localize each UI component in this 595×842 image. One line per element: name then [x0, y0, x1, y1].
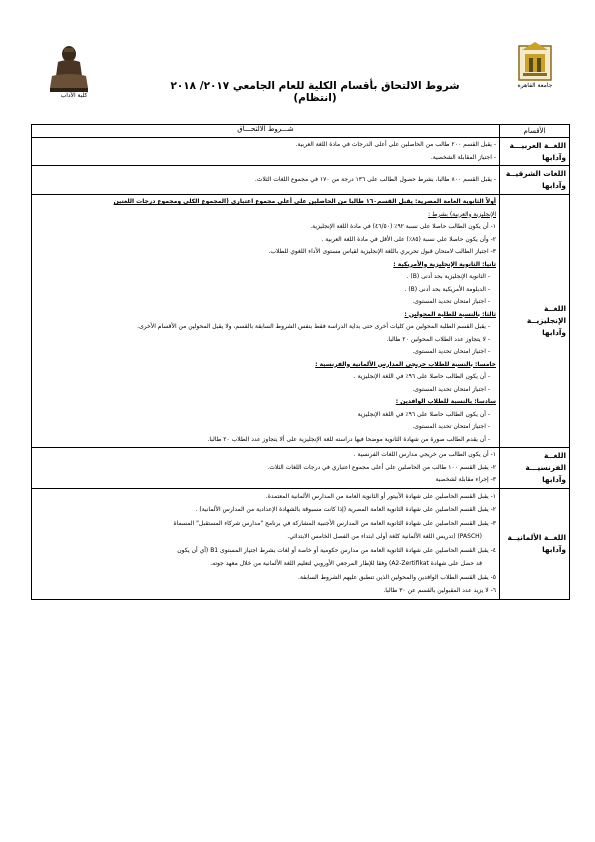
condition-line: ١- يقبل القسم الحاصلين على شهادة الأبيتور أو الثانوية العامة من المدارس الألمانية المعتمدة. — [265, 492, 496, 500]
conditions-cell-english — [32, 195, 500, 448]
document-title: شروط الالتحاق بأقسام الكلية للعام الجامعي ٢٠١٧/ ٢٠١٨ (انتظام) — [170, 80, 460, 104]
university-logo-caption: جامعة القاهرة — [517, 82, 553, 89]
header-conditions: شـــروط الالتحـــاق — [32, 125, 500, 138]
conditions-cell-oriental — [32, 166, 500, 195]
condition-line: ٢- يقبل القسم الحاصلين على شهادة الثانوية العامة المصرية (إذا كانت مسبوقة بالشهادة الإعدادية من المدارس الألمانية) . — [195, 506, 496, 513]
table-header-row — [32, 125, 570, 138]
dept-cell-french — [500, 448, 570, 489]
section-heading: ثالثا: بالنسبة للطلبة المحولين : — [404, 310, 496, 318]
condition-line: ٤- يقبل القسم الحاصلين على شهادة الثانوية العامة من مدارس حكومية أو خاصة أو لغات بشرط اجتياز المستوى B1 (أي أن يكون — [177, 546, 496, 554]
table-row — [32, 166, 570, 195]
faculty-logo — [44, 42, 94, 102]
section-heading: الإنجليزية والعربية) بشرط : — [428, 210, 496, 218]
condition-line: - يقبل القسم الطلبة المحولين من كليات أخرى حتى بداية الدراسة فقط بنفس الشروط السابقة بالقسم، ولا يقبل المحولين من الأقسام الأخرى. — [137, 323, 490, 330]
condition-line: - لا يتجاوز عدد الطلاب المحولين ٢٠ طالبا. — [386, 335, 490, 343]
condition-line: - أن يقدم الطالب صورة من شهادة الثانوية موضحا فيها دراسته للغة الإنجليزية على ألا يتجاوز عدد الطلاب ٢٠ طالبا. — [207, 435, 490, 443]
dept-name: اللغات الشرقيــة — [505, 169, 566, 178]
condition-line: ٣- يقبل القسم الحاصلين على شهادة الثانوية العامة من المدارس الأجنبية المشاركة في برنامج "مدارس شركاء المستقبل" المسماة — [173, 519, 496, 527]
table-row — [32, 488, 570, 599]
dept-name-suffix: وآدابها — [542, 152, 566, 162]
condition-line: - أن يكون الطالب حاصلا على ٩٦٪ في اللغة الإنجليزية . — [353, 373, 490, 380]
condition-line: ٥- يقبل القسم الطلاب الوافدين والمحولين الذين تنطبق عليهم الشروط السابقة. — [298, 573, 496, 581]
dept-name-suffix: وآدابها — [542, 474, 566, 484]
scribe-statue-icon — [44, 42, 94, 94]
condition-line: - اجتياز المقابلة الشخصية. — [430, 153, 496, 161]
university-logo — [517, 40, 553, 89]
dept-cell-english — [500, 195, 570, 448]
conditions-cell-french — [32, 448, 500, 489]
section-heading: سادسا: بالنسبة للطلاب الوافدين : — [395, 398, 496, 405]
table-row — [32, 195, 570, 448]
dept-name: اللغــة الإنجليزيــة — [526, 304, 566, 325]
condition-line: ١- أن يكون الطالب حاصلا على نسبة ٩٢٪ (٤٦/٥٠) في مادة اللغة الإنجليزية. — [310, 223, 496, 230]
condition-line: - اجتياز امتحان تحديد المستوى. — [412, 298, 490, 305]
condition-line: - أن يكون الطالب حاصلا على ٩٦٪ في اللغة الإنجليزية — [357, 410, 490, 418]
faculty-logo-caption: كلية الآداب — [60, 92, 88, 99]
header-departments: الأقسام — [500, 125, 570, 138]
dept-name-suffix: وآدابها — [542, 181, 566, 190]
admission-table — [31, 124, 570, 600]
condition-line: - الدبلومة الأمريكية بحد أدنى (B) . — [404, 285, 490, 293]
dept-name: اللغــة الفرنسيـــة — [525, 450, 566, 472]
condition-line: ٢- يقبل القسم ١٠٠ طالب من الحاصلين على أعلى مجموع اعتباري في درجات اللغات الثلاث. — [267, 463, 496, 471]
condition-line: (PASCH) (تدريس اللغة الألمانية كلغة أولى ابتداء من الفصل الخامس الابتدائي. — [287, 533, 482, 540]
section-heading: أولاً الثانوية العامة المصرية: يقبل القسم١٦٠ طالبا من الحاصلين على أعلى مجموع اعتباري (المجموع الكلي ومجموع درجات اللغتين — [113, 198, 496, 205]
section-heading: خامسا: بالنسبة للطلاب خريجي المدارس الألمانية والفرنسية : — [315, 360, 496, 368]
conditions-cell-german — [32, 488, 500, 599]
condition-line: - اجتياز امتحان تحديد المستوى. — [412, 423, 490, 430]
condition-line: ٣- اجتياز الطالب لامتحان قبول تحريري باللغة الإنجليزية لقياس مستوى الأداء اللغوي للطلاب. — [268, 248, 496, 255]
university-crest-icon — [518, 40, 552, 82]
condition-line: - يقبل القسم ٨٠٠ طالبا، بشرط حصول الطالب على ١٣٦ درجة من ١٧٠ في مجموع اللغات الثلاث. — [254, 175, 496, 183]
condition-line: ٦- لا يزيد عدد المقبولين بالقسم عن ٣٠ طالبا. — [383, 587, 496, 594]
dept-cell-arabic — [500, 138, 570, 166]
condition-line: - اجتياز امتحان تحديد المستوى. — [412, 385, 490, 393]
condition-line: - الثانوية الإنجليزية بحد أدنى (B) . — [406, 273, 490, 280]
condition-line: ٢- وأن يكون حاصلا على نسبة (٨٥٪) على الأقل في مادة اللغة العربية . — [321, 235, 496, 243]
dept-name: اللغــة الألمانيــة — [507, 532, 566, 542]
dept-name-suffix: وآدابها — [542, 544, 566, 554]
condition-line: ١- أن يكون الطالب من خريجي مدارس اللغات الفرنسية . — [353, 451, 496, 458]
section-heading: ثانيا: الثانوية الإنجليزية والأمريكية : — [393, 260, 496, 268]
dept-name: اللغــة العربيـــة — [509, 140, 566, 150]
condition-line: - يقبل القسم ٢٠٠ طالب من الحاصلين على أعلى الدرجات في مادة اللغة العربية. — [295, 141, 496, 148]
condition-line: - اجتياز امتحان تحديد المستوى. — [412, 348, 490, 355]
dept-cell-german — [500, 488, 570, 599]
conditions-cell-arabic — [32, 138, 500, 166]
condition-line: ٣- إجراء مقابلة لشخصية — [435, 476, 496, 483]
dept-cell-oriental — [500, 166, 570, 195]
condition-line: قد حصل على شهادة A2-Zertifikat) وفقا للإطار المرجعي الأوروبي لتعليم اللغة الألمانية من خلال معهد جوته. — [210, 560, 482, 567]
table-row — [32, 448, 570, 489]
dept-name-suffix: وآدابها — [542, 328, 566, 337]
table-row — [32, 138, 570, 166]
